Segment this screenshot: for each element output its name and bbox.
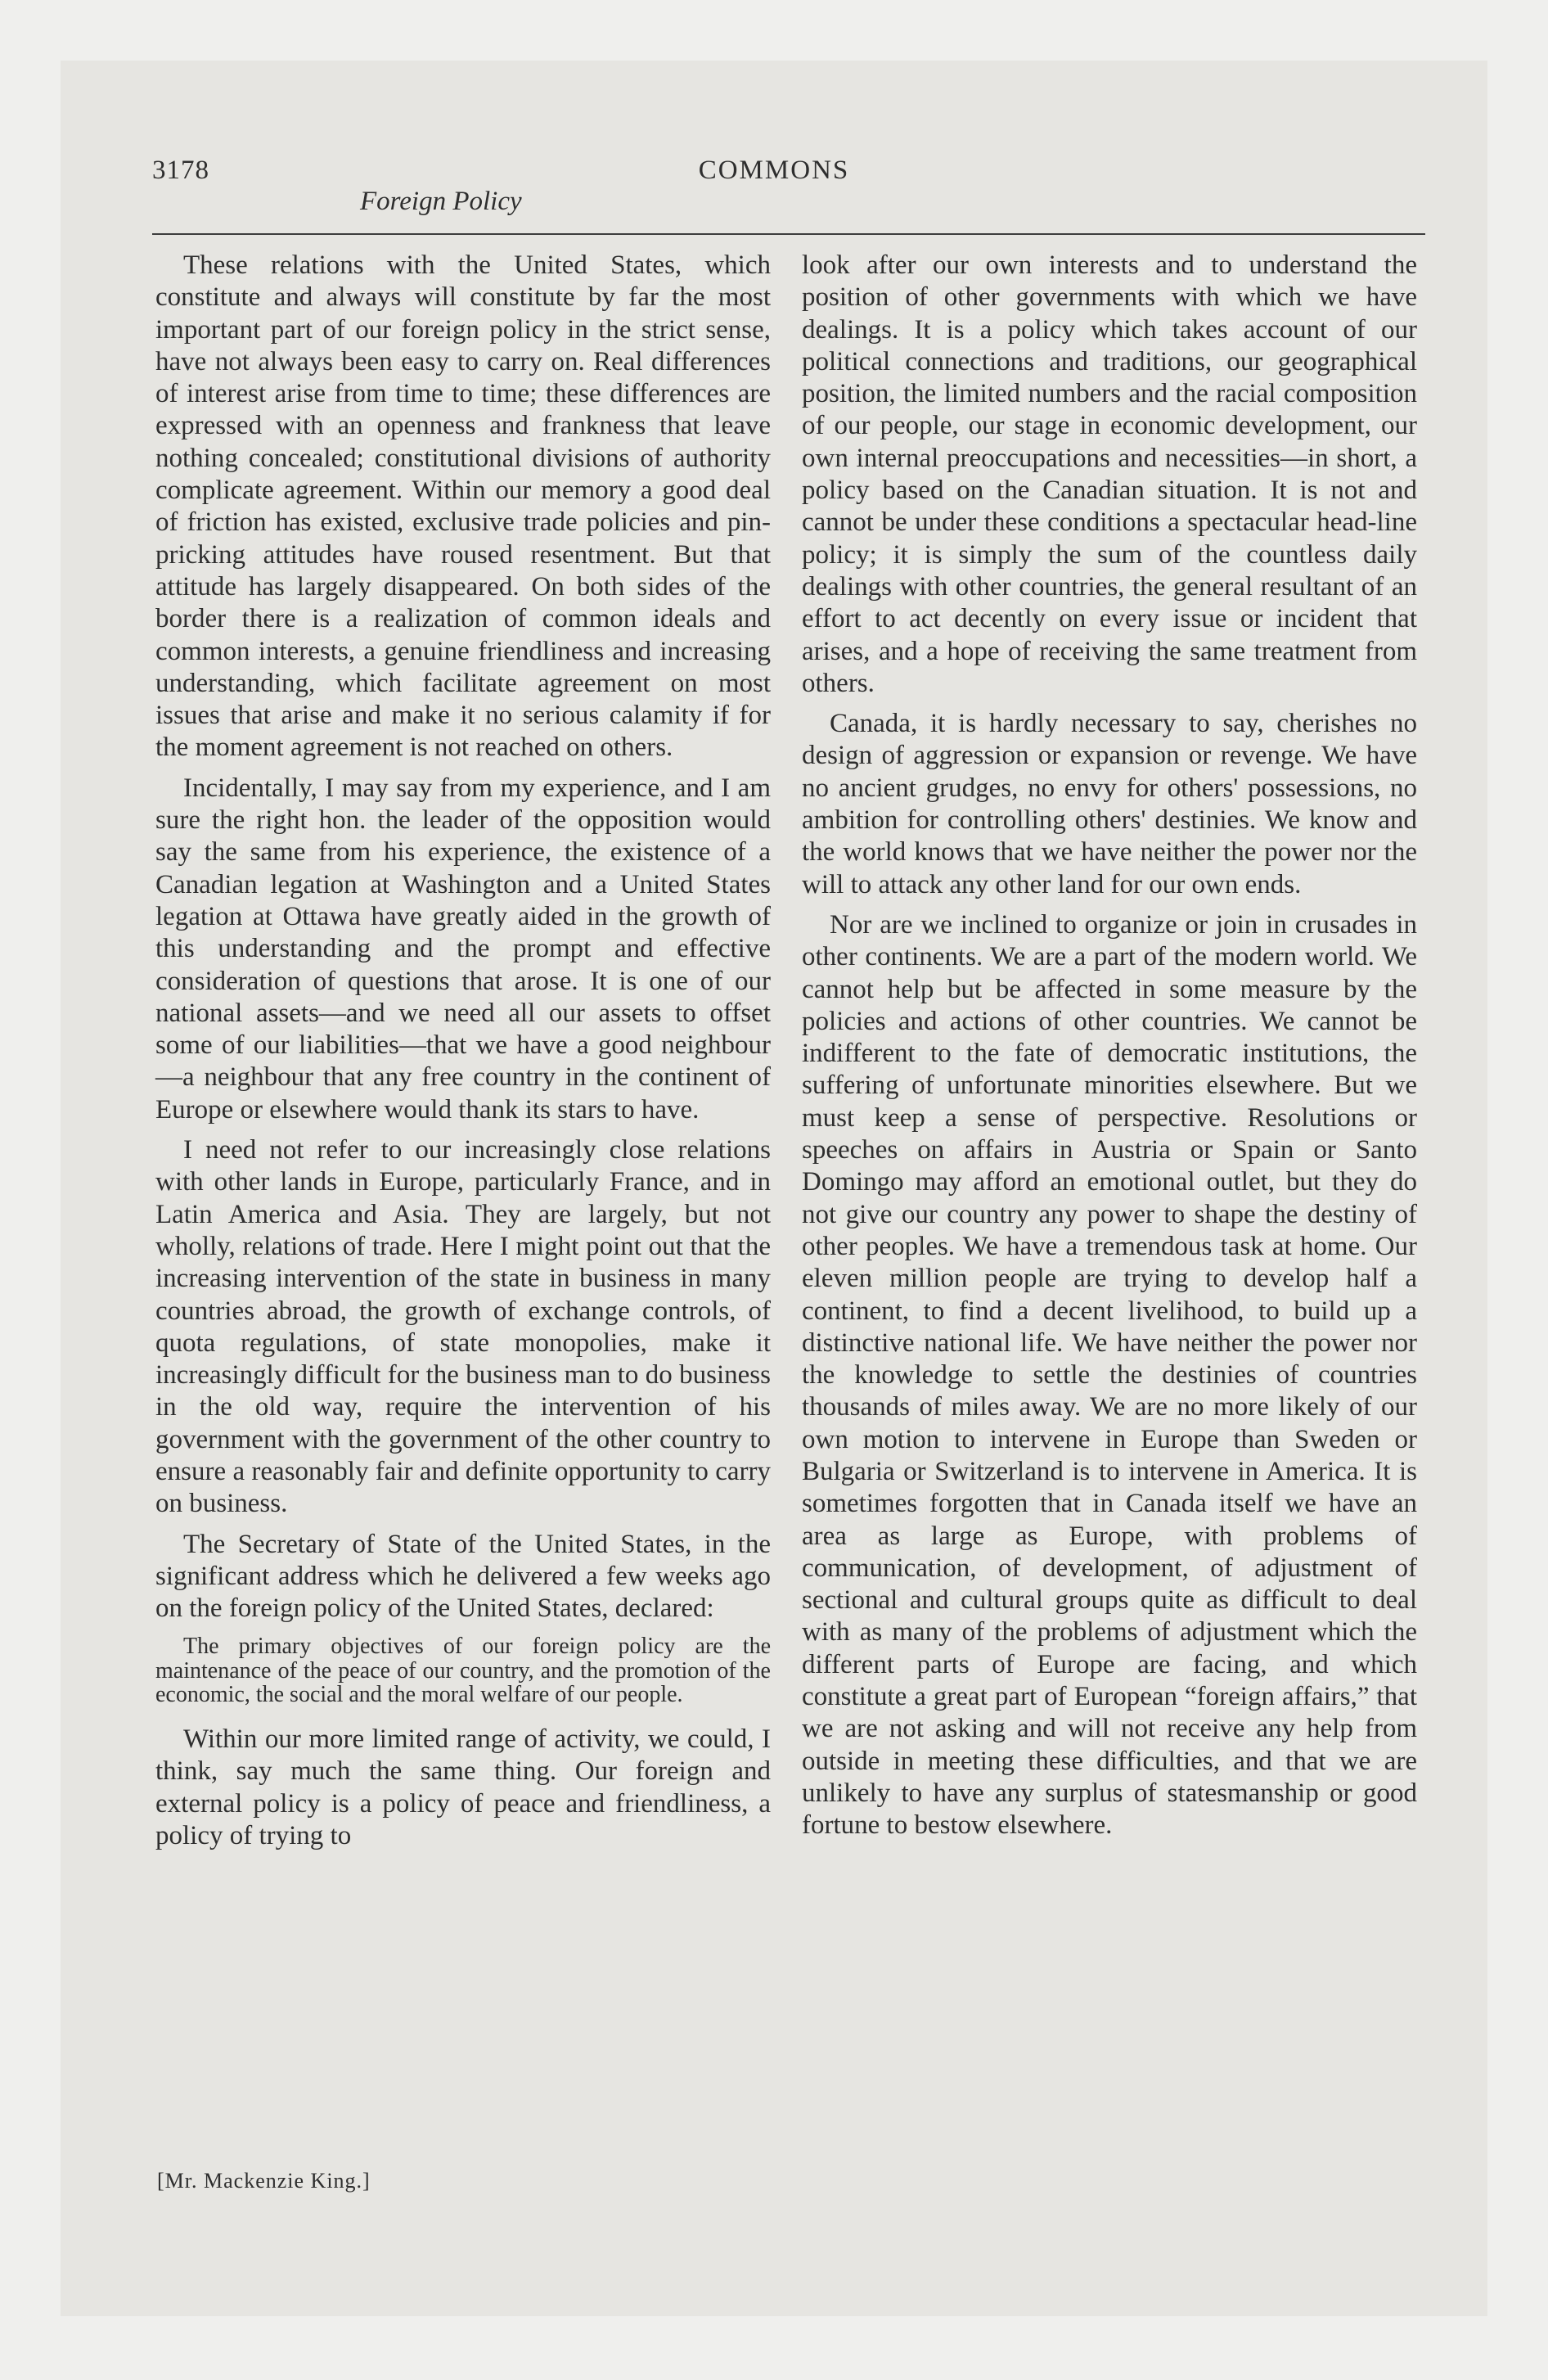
- quotation: The primary objectives of our foreign policy are the maintenance of the peace of our country, and the promotion of the economic, the social and the moral welfare of our people.: [155, 1634, 771, 1708]
- speaker-attribution: [Mr. Mackenzie King.]: [157, 2169, 371, 2193]
- running-head: COMMONS: [698, 156, 850, 185]
- paragraph: These relations with the United States, which constitute and always will constitute by far the most important part of our foreign policy in the strict sense, have not always been easy to carry on. Real differences of interest arise from time to time; these differences are expressed with an openness and frankness that leave nothing concealed; constitutional divisions of authority complicate agreement. Within our memory a good deal of friction has existed, exclusive trade policies and pin-pricking attitudes have roused resentment. But that attitude has largely disappeared. On both sides of the border there is a realization of common ideals and common interests, a genuine friendliness and increasing understanding, which facilitate agreement on most issues that arise and make it no serious calamity if for the moment agreement is not reached on others.: [155, 250, 771, 763]
- left-column: [155, 250, 771, 1860]
- right-column: [802, 250, 1417, 1850]
- paragraph: Canada, it is hardly necessary to say, cherishes no design of aggression or expansion or revenge. We have no ancient grudges, no envy for others' possessions, no ambition for controlling others' destinies. We know and the world knows that we have neither the power nor the will to attack any other land for our own ends.: [802, 709, 1417, 899]
- paragraph: The Secretary of State of the United States, in the significant address which he delivered a few weeks ago on the foreign policy of the United States, declared:: [155, 1529, 771, 1624]
- section-subject: Foreign Policy: [360, 187, 522, 216]
- paragraph: Within our more limited range of activity, we could, I think, say much the same thing. Our foreign and external policy is a policy of peace and friendliness, a policy of trying to: [155, 1724, 771, 1850]
- paragraph-continued: look after our own interests and to understand the position of other governments with which we have dealings. It is a policy which takes account of our political connections and traditions, our geographical position, the limited numbers and the racial composition of our people, our stage in economic development, our own internal preoccupations and necessities—in short, a policy based on the Canadian situation. It is not and cannot be under these conditions a spectacular head-line policy; it is simply the sum of the countless daily dealings with other countries, the general resultant of an effort to act decently on every issue or incident that arises, and a hope of receiving the same treatment from others.: [802, 250, 1417, 698]
- header-rule: [152, 233, 1425, 235]
- paragraph: I need not refer to our increasingly close relations with other lands in Europe, particularly France, and in Latin America and Asia. They are largely, but not wholly, relations of trade. Here I might point out that the increasing intervention of the state in business in many countries abroad, the growth of exchange controls, of quota regulations, of state monopolies, make it increasingly difficult for the business man to do business in the old way, require the intervention of his government with the government of the other country to ensure a reasonably fair and definite opportunity to carry on business.: [155, 1135, 771, 1519]
- paragraph: Incidentally, I may say from my experience, and I am sure the right hon. the leader of the opposition would say the same from his experience, the existence of a Canadian legation at Washington and a United States legation at Ottawa have greatly aided in the growth of this understanding and the prompt and effective consideration of questions that arose. It is one of our national assets—and we need all our assets to offset some of our liabilities—that we have a good neighbour—a neighbour that any free country in the continent of Europe or elsewhere would thank its stars to have.: [155, 773, 771, 1125]
- paragraph: Nor are we inclined to organize or join in crusades in other continents. We are a part of the modern world. We cannot help but be affected in some measure by the policies and actions of other countries. We cannot be indifferent to the fate of democratic institutions, the suffering of unfortunate minorities elsewhere. But we must keep a sense of perspective. Resolutions or speeches on affairs in Austria or Spain or Santo Domingo may afford an emotional outlet, but they do not give our country any power to shape the destiny of other peoples. We have a tremendous task at home. Our eleven million people are trying to develop half a continent, to find a decent livelihood, to build up a distinctive national life. We have neither the power nor the knowledge to settle the destinies of countries thousands of miles away. We are no more likely of our own motion to intervene in Europe than Sweden or Bulgaria or Switzerland is to intervene in America. It is sometimes forgotten that in Canada itself we have an area as large as Europe, with problems of communication, of development, of adjustment of sectional and cultural groups quite as difficult to deal with as many of the problems of adjustment which the different parts of Europe are facing, and which constitute a great part of European “foreign affairs,” that we are not asking and will not receive any help from outside in meeting these difficulties, and that we are unlikely to have any surplus of statesmanship or good fortune to bestow elsewhere.: [802, 909, 1417, 1841]
- page-number: 3178: [152, 156, 209, 185]
